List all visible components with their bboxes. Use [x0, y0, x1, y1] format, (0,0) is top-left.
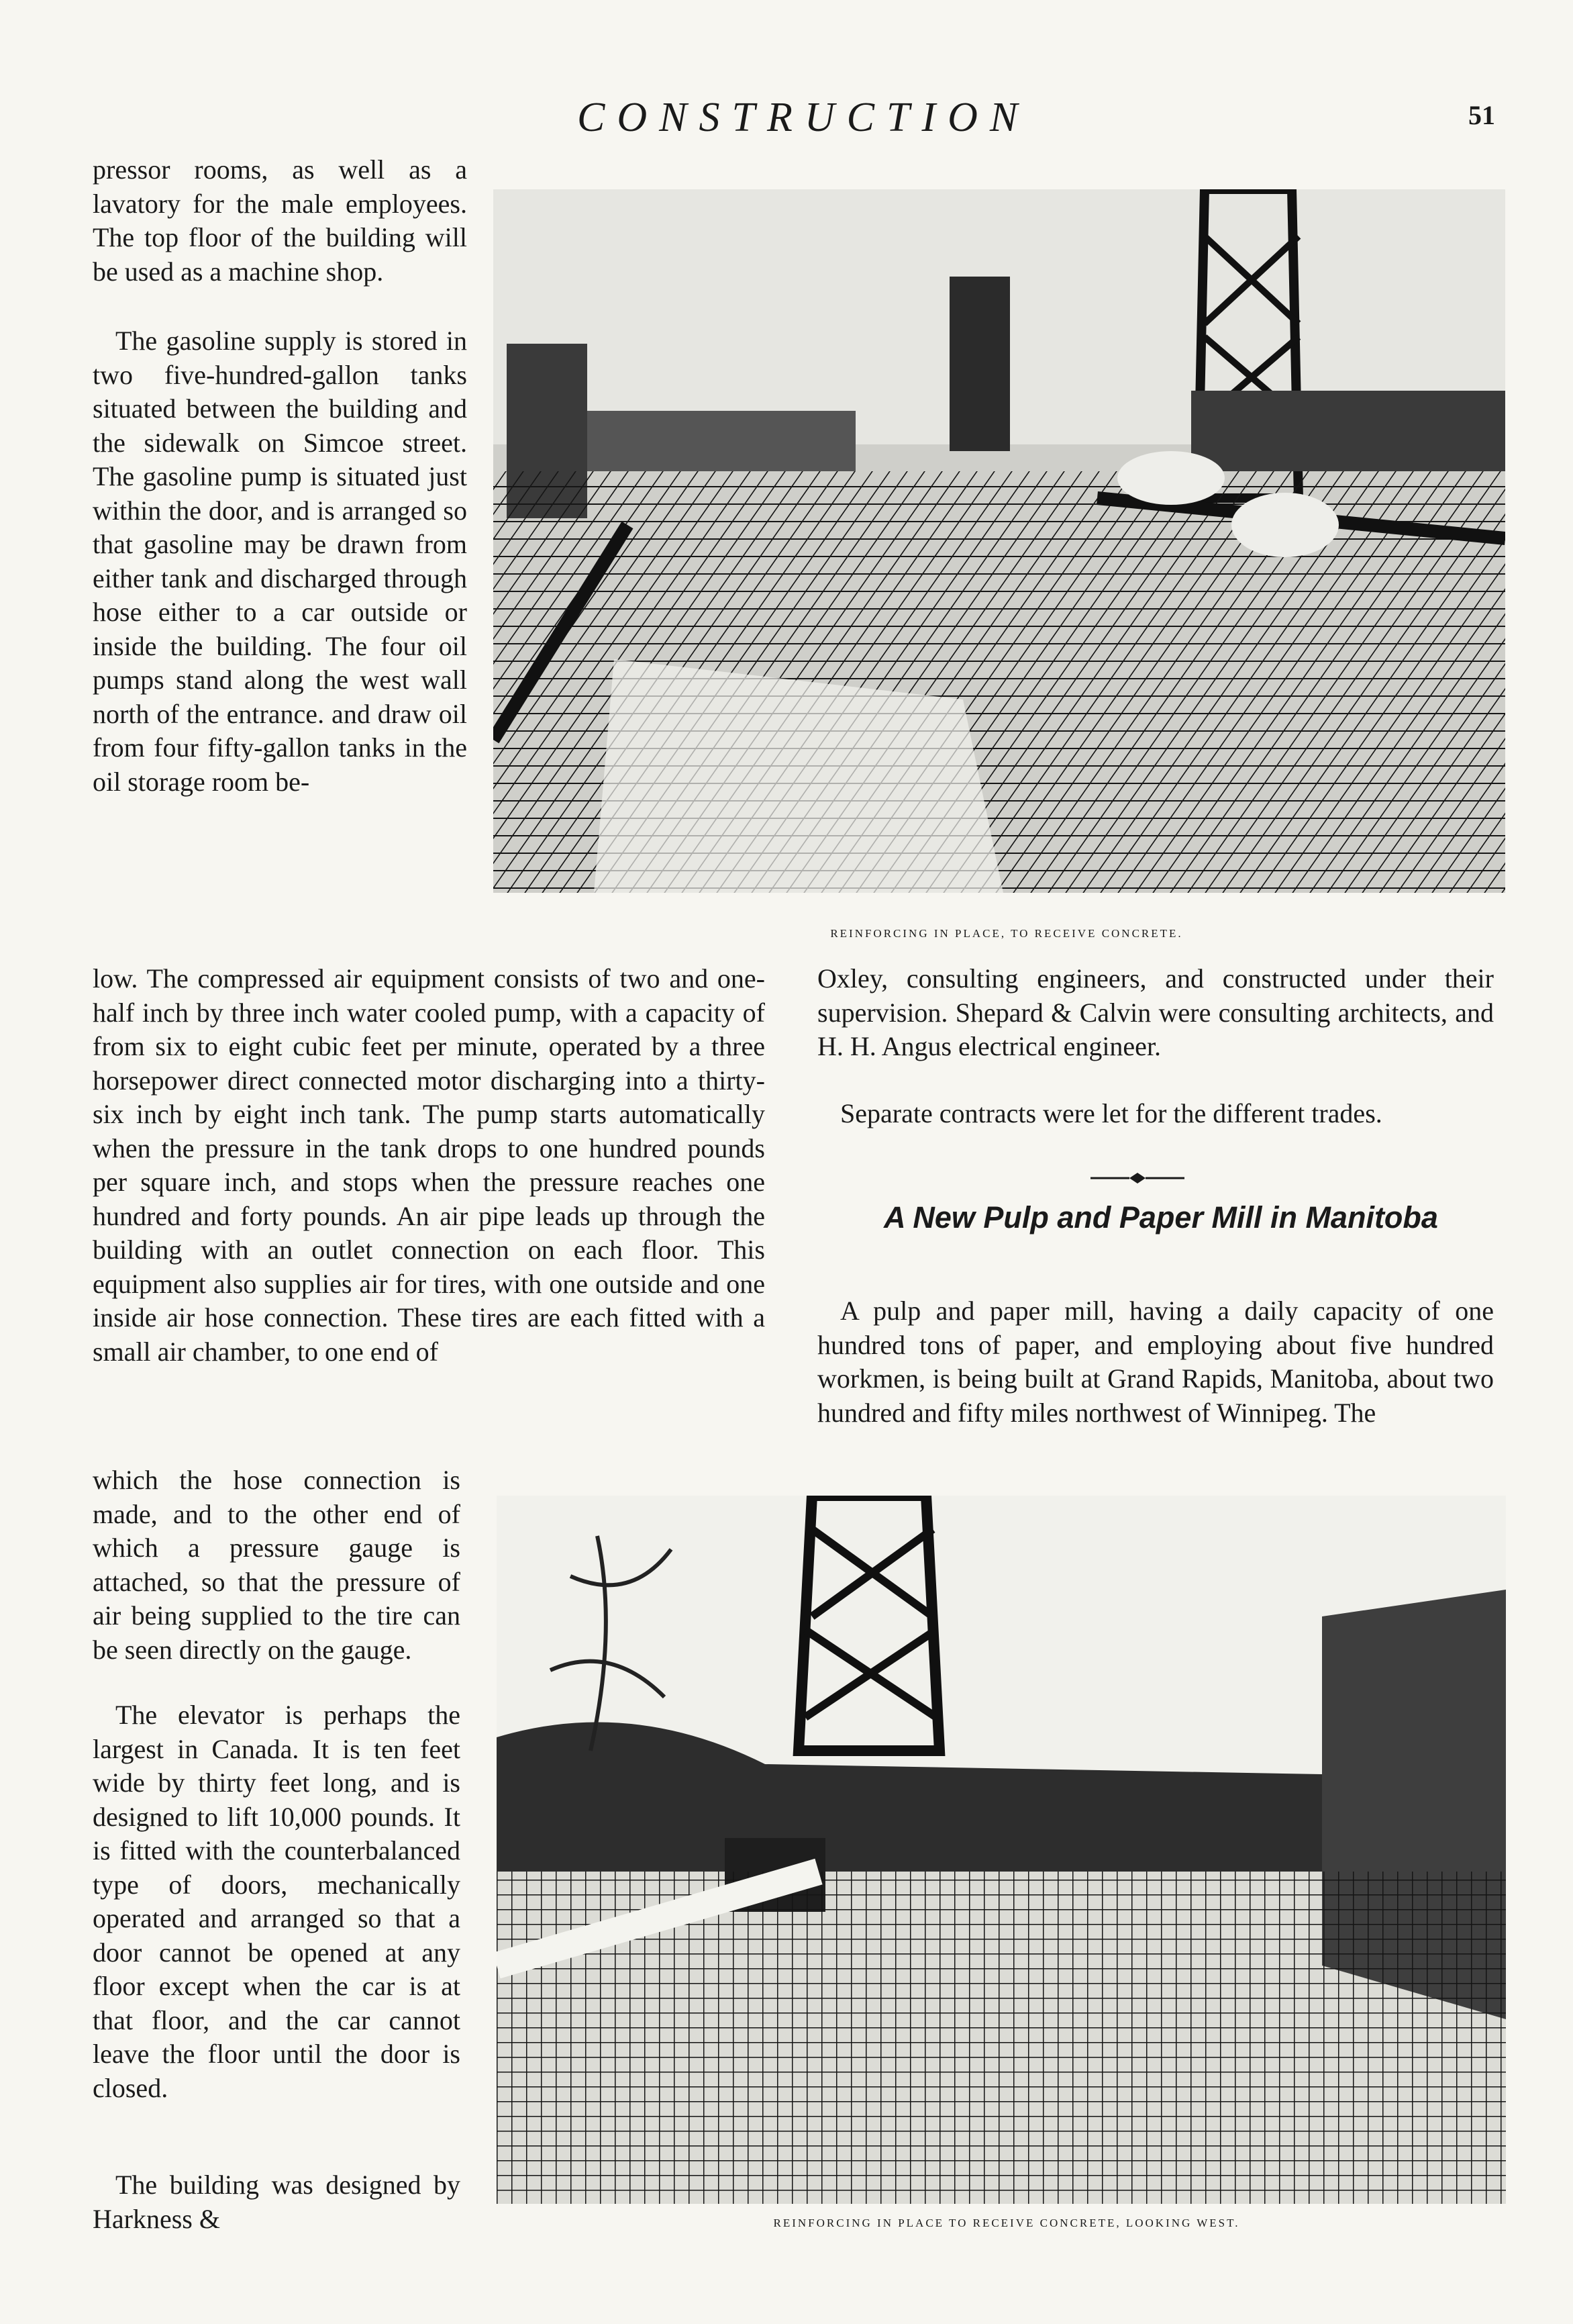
page-number: 51 [1468, 100, 1495, 130]
paragraph-elevator: The elevator is perhaps the largest in Canada. It is ten feet wide by thirty feet long, and is designed to lift 10,000 pounds. It is fitted with the counterbalanced type of doors, mechanically operated and arranged so that a door cannot be opened at any floor except when the car is at that floor, and the car cannot leave the floor until the door is closed. [93, 1700, 460, 2103]
photo-2-caption: REINFORCING IN PLACE TO RECEIVE CONCRETE, LOOKING WEST. [773, 2217, 1240, 2229]
paragraph-compressed-air: low. The compressed air equipment consists of two and one-half inch by three inch water cooled pump, with a capacity of from six to eight cubic feet per minute, operated by a three horsepower direct connected motor discharging into a thirty-six inch by eight inch tank. The pump starts automatically when the pressure in the tank drops to one hundred pounds per square inch, and stops when the pressure reaches one hundred and forty pounds. An air pipe leads up through the building with an outlet connection on each floor. This equipment also supplies air for tires, with one outside and one inside air hose connection. These tires are each fitted with a small air chamber, to one end of [93, 963, 765, 1367]
paragraph-hose-connection: which the hose connection is made, and to the other end of which a pressure gauge is attached, so that the pressure of air being supplied to the tire can be seen directly on the gauge. [93, 1465, 460, 1665]
photo-1-image [493, 189, 1505, 893]
paragraph-separate-contracts: Separate contracts were let for the different trades. [840, 1098, 1382, 1128]
running-title: CONSTRUCTION [577, 95, 1030, 140]
paragraph-compressor-rooms: pressor rooms, as well as a lavatory for the male employees. The top floor of the building will be used as a machine shop. [93, 154, 467, 287]
section-divider-ornament [1090, 1171, 1184, 1185]
photo-1-caption: REINFORCING IN PLACE, TO RECEIVE CONCRETE. [830, 927, 1183, 940]
page-header [0, 94, 1573, 148]
paragraph-oxley: Oxley, consulting engineers, and constructed under their supervision. Shepard & Calvin were consulting architects, and H. H. Angus electrical engineer. [817, 963, 1494, 1061]
photo-reinforcing-in-place [493, 189, 1505, 893]
paragraph-building-designed: The building was designed by Harkness & [93, 2170, 460, 2234]
paragraph-gasoline-supply: The gasoline supply is stored in two five-hundred-gallon tanks situated between the building and the sidewalk on Simcoe street. The gasoline pump is situated just within the door, and is arranged so that gasoline may be drawn from either tank and discharged through hose either to a car outside or inside the building. The four oil pumps stand along the west wall north of the entrance. and draw oil from four fifty-gallon tanks in the oil storage room be- [93, 326, 467, 797]
photo-reinforcing-looking-west [497, 1496, 1506, 2204]
paragraph-pulp-mill: A pulp and paper mill, having a daily capacity of one hundred tons of paper, and employing about five hundred workmen, is being built at Grand Rapids, Manitoba, about two hundred and fifty miles northwest of Winnipeg. The [817, 1296, 1494, 1428]
photo-2-image [497, 1496, 1506, 2204]
article-headline: A New Pulp and Paper Mill in Manitoba [884, 1200, 1438, 1234]
